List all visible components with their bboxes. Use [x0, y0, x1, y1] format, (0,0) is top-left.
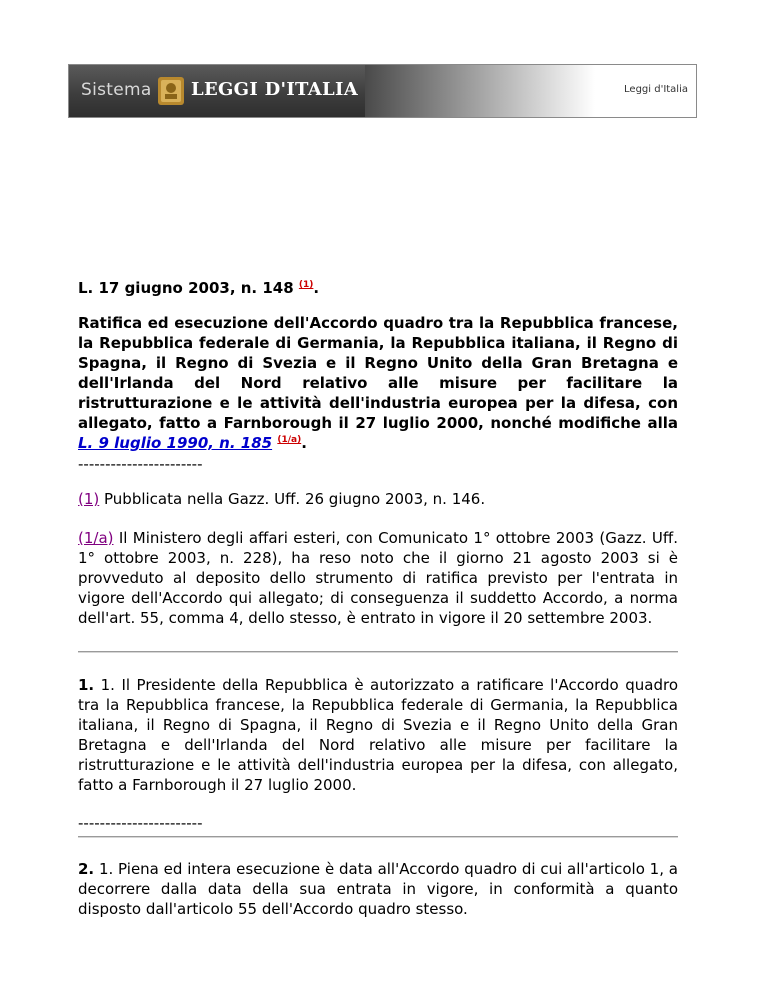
banner-gradient	[365, 65, 595, 117]
article-2-text: 1. Piena ed intera esecuzione è data all'Accordo quadro di cui all'articolo 1, a decorrere dalla data della sua entrata in vigore, in conformità a quanto disposto dall'articolo 55 dell'Accordo quadro stesso.	[78, 860, 678, 918]
separator-dashes-2: -----------------------	[78, 814, 203, 832]
header-banner	[68, 64, 697, 118]
banner-site-label: Leggi d'Italia	[624, 84, 688, 95]
footnote-1-ref[interactable]: (1)	[78, 490, 100, 508]
law-link[interactable]: L. 9 luglio 1990, n. 185	[78, 434, 273, 452]
law-heading	[78, 313, 678, 453]
banner-brand-logo: LEGGI D'ITALIA	[191, 79, 358, 100]
note-ref-1a[interactable]: (1/a)	[277, 435, 302, 445]
banner-sistema-label: Sistema	[81, 80, 152, 100]
law-title-text: L. 17 giugno 2003, n. 148	[78, 279, 294, 297]
divider-1	[78, 651, 678, 653]
emblem-icon	[157, 76, 185, 106]
article-2-number: 2.	[78, 860, 95, 878]
law-heading-end: .	[301, 434, 307, 452]
article-2	[78, 859, 678, 919]
article-1-number: 1.	[78, 676, 95, 694]
footnote-1a-ref[interactable]: (1/a)	[78, 529, 114, 547]
article-1-text: 1. Il Presidente della Repubblica è autorizzato a ratificare l'Accordo quadro tra la Repubblica francese, la Repubblica federale di Germania, la Repubblica italiana, il Regno di Spagna, il Regno di Svezia e il Regno Unito della Gran Bretagna e dell'Irlanda del Nord relativo alle misure per facilitare la ristrutturazione e le attività dell'industria europea per la difesa, con allegato, fatto a Farnborough il 27 luglio 2000.	[78, 676, 678, 794]
law-title	[78, 278, 678, 298]
note-ref-1[interactable]: (1)	[298, 280, 314, 290]
law-heading-text: Ratifica ed esecuzione dell'Accordo quadro tra la Repubblica francese, la Repubblica federale di Germania, la Repubblica italiana, il Regno di Spagna, il Regno di Svezia e il Regno Unito della Gran Bretagna e dell'Irlanda del Nord relativo alle misure per facilitare la ristrutturazione e le attività dell'industria europea per la difesa, con allegato, fatto a Farnborough il 27 luglio 2000, nonché modifiche alla	[78, 314, 678, 432]
divider-2	[78, 836, 678, 838]
separator-dashes: -----------------------	[78, 455, 203, 473]
footnote-1	[78, 489, 678, 509]
law-title-end: .	[313, 279, 320, 297]
footnote-1a-text: Il Ministero degli affari esteri, con Comunicato 1° ottobre 2003 (Gazz. Uff. 1° ottobre 2003, n. 228), ha reso noto che il giorno 21 agosto 2003 si è provveduto al deposito dello strumento di ratifica previsto per l'entrata in vigore dell'Accordo qui allegato; di conseguenza il suddetto Accordo, a norma dell'art. 55, comma 4, dello stesso, è entrato in vigore il 20 settembre 2003.	[78, 529, 678, 627]
footnote-1-text: Pubblicata nella Gazz. Uff. 26 giugno 2003, n. 146.	[99, 490, 486, 508]
footnote-1a	[78, 528, 678, 628]
article-1	[78, 675, 678, 795]
